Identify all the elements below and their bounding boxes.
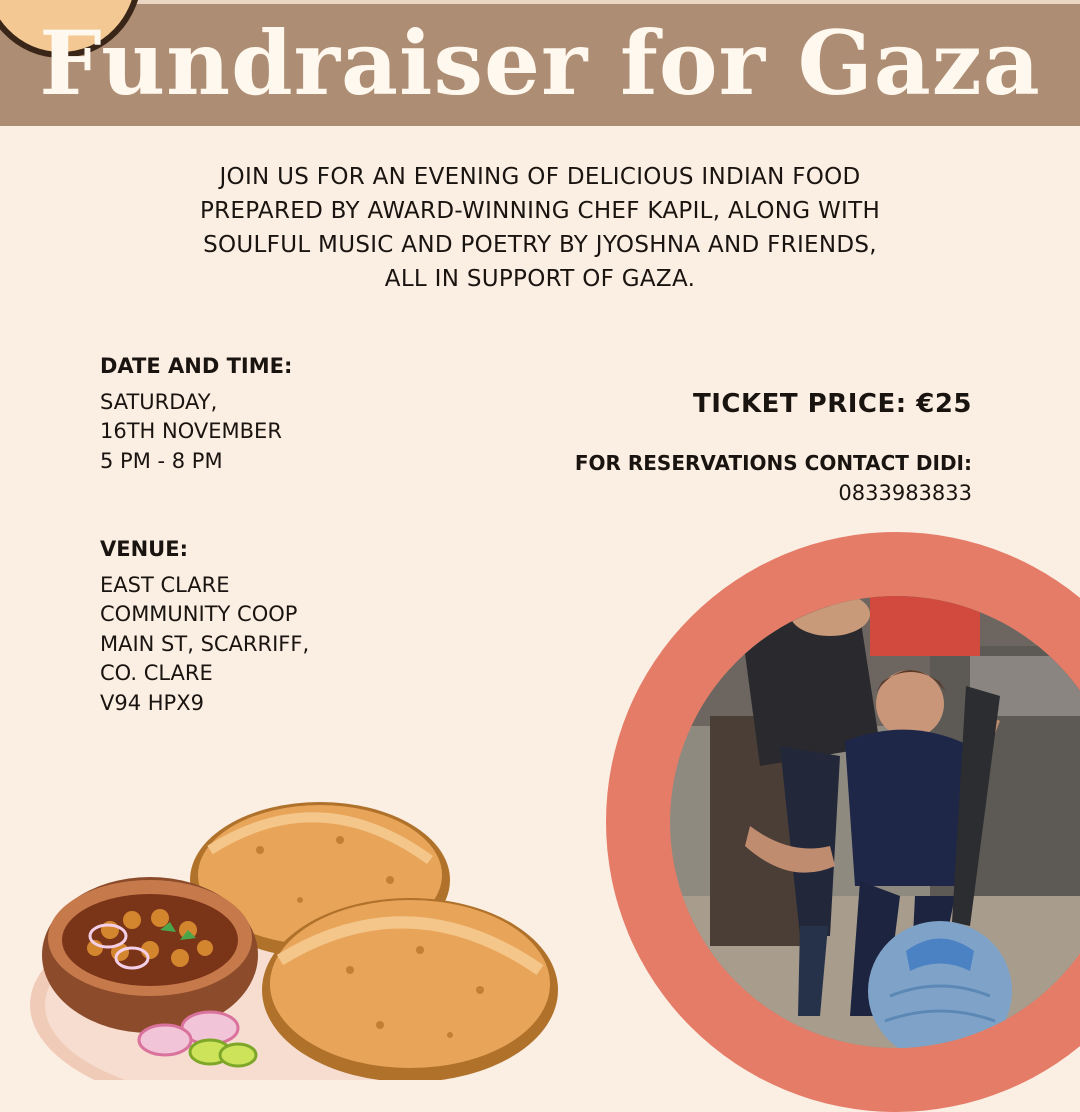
intro-line: JOIN US FOR AN EVENING OF DELICIOUS INDIAN FOOD bbox=[219, 164, 861, 190]
venue-line: COMMUNITY COOP bbox=[100, 602, 298, 626]
reservations-phone: 0833983833 bbox=[838, 481, 972, 505]
date-time-line: SATURDAY, bbox=[100, 389, 218, 414]
intro-line: SOULFUL MUSIC AND POETRY BY JYOSHNA AND FRIENDS, bbox=[203, 232, 877, 258]
page-title: Fundraiser for Gaza bbox=[39, 11, 1041, 115]
reservations-heading: FOR RESERVATIONS CONTACT DIDI: bbox=[574, 451, 972, 475]
intro-line: ALL IN SUPPORT OF GAZA. bbox=[384, 266, 696, 292]
date-time-heading: DATE AND TIME: bbox=[100, 354, 293, 378]
chole-bhature-illustration bbox=[20, 790, 580, 1080]
venue-section bbox=[100, 535, 309, 718]
date-time-line: 16TH NOVEMBER bbox=[100, 419, 282, 443]
intro-line: PREPARED BY AWARD-WINNING CHEF KAPIL, ALONG WITH bbox=[199, 198, 881, 224]
ticket-price: TICKET PRICE: €25 bbox=[693, 389, 972, 419]
date-time-section bbox=[100, 352, 292, 476]
intro-text bbox=[120, 160, 960, 296]
venue-heading: VENUE: bbox=[100, 537, 188, 561]
venue-line: CO. CLARE bbox=[100, 661, 213, 685]
reservations-contact bbox=[575, 448, 972, 508]
venue-line: EAST CLARE bbox=[100, 572, 230, 597]
food-illustration bbox=[20, 790, 580, 1080]
date-time-line: 5 PM - 8 PM bbox=[100, 448, 223, 473]
venue-line: MAIN ST, SCARRIFF, bbox=[100, 631, 310, 656]
venue-line: V94 HPX9 bbox=[100, 690, 204, 715]
